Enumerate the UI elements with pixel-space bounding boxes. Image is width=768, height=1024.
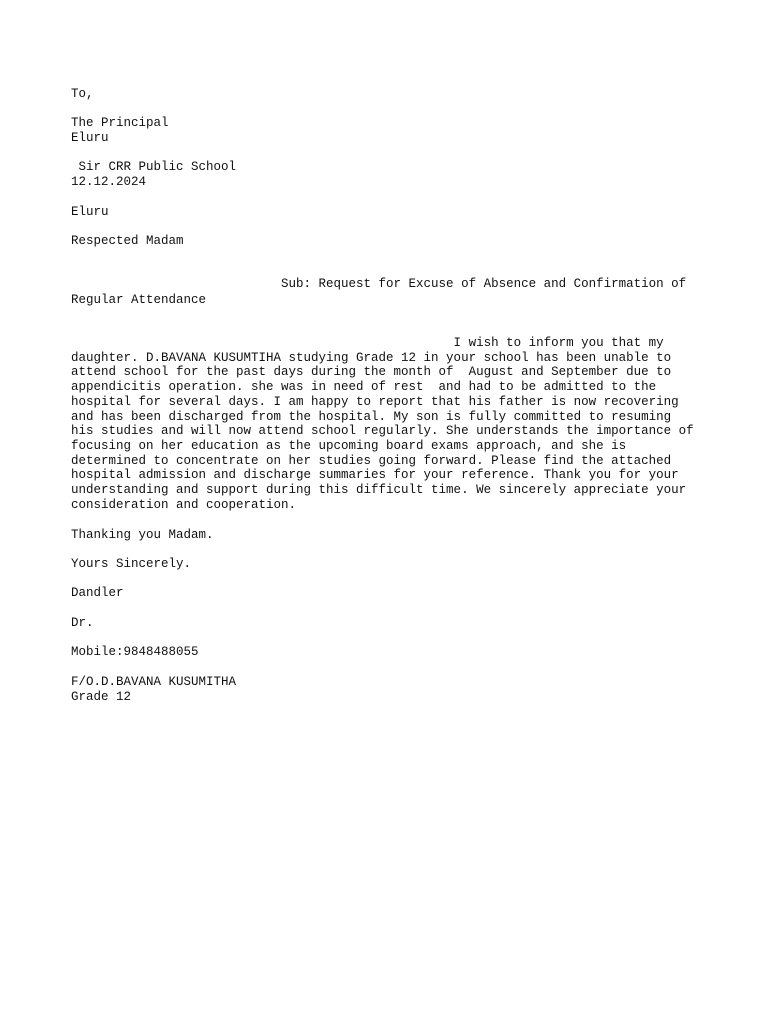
school-name: Sir CRR Public School xyxy=(71,160,237,174)
subject-line-1: Sub: Request for Excuse of Absence and Confirmation of xyxy=(71,277,687,291)
signature-title: Dr. xyxy=(71,616,94,630)
letter-date: 12.12.2024 xyxy=(71,175,147,189)
recipient-title: The Principal xyxy=(71,116,169,130)
letter-body: I wish to inform you that my daughter. D.BAVANA KUSUMTIHA studying Grade 12 in your school has been unable to attend school for the past days during the month of August and September due to appendicitis operation. she was in need of rest and had to be admitted to the hospital for several days. I am happy to report that his father is now recovering and has been discharged from the hospital. My son is fully committed to resuming his studies and will now attend school regularly. She understands the importance of focusing on her education as the upcoming board exams approach, and she is determined to concentrate on her studies going forward. Please find the attached hospital admission and discharge summaries for your reference. Thank you for your understanding and support during this difficult time. We sincerely appreciate your consideration and cooperation. xyxy=(71,336,694,512)
grade-line: Grade 12 xyxy=(71,690,132,704)
signature-name: Dandler xyxy=(71,586,124,600)
subject-line-2: Regular Attendance xyxy=(71,293,207,307)
thanks-line: Thanking you Madam. xyxy=(71,528,214,542)
salutation-to: To, xyxy=(71,87,94,101)
relation-line: F/O.D.BAVANA KUSUMITHA xyxy=(71,675,237,689)
closing-line: Yours Sincerely. xyxy=(71,557,192,571)
sender-city: Eluru xyxy=(71,205,109,219)
greeting: Respected Madam xyxy=(71,234,184,248)
recipient-city: Eluru xyxy=(71,131,109,145)
mobile-number: Mobile:9848488055 xyxy=(71,645,199,659)
